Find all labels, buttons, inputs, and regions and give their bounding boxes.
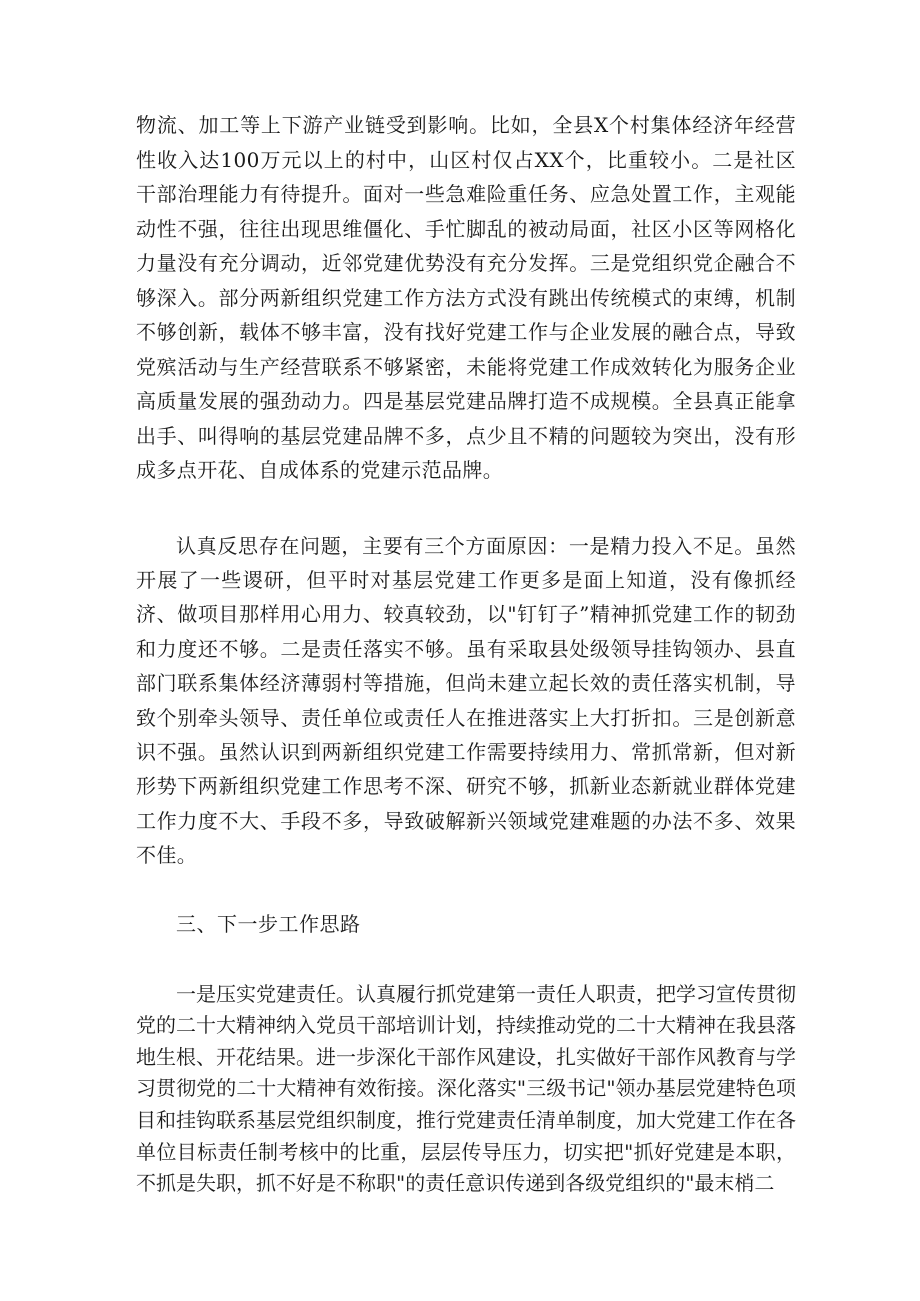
paragraph-problems-continued: 物流、加工等上下游产业链受到影响。比如，全县X个村集体经济年经营性收入达100万元以上的村中，山区村仅占XX个，比重较小。二是社区干部治理能力有待提升。面对一些急难险重任务、应急处置工作，主观能动性不强，往往出现思维僵化、手忙脚乱的被动局面，社区小区等网格化力量没有充分调动，近邻党建优势没有充分发挥。三是党组织党企融合不够深入。部分两新组织党建工作方法方式没有跳出传统模式的束缚，机制不够创新，载体不够丰富，没有找好党建工作与企业发展的融合点，导致党殡活动与生产经营联系不够紧密，未能将党建工作成效转化为服务企业高质量发展的强劲动力。四是基层党建品牌打造不成规模。全县真正能拿出手、叫得响的基层党建品牌不多，点少且不精的问题较为突出，没有形成多点开花、自成体系的党建示范品牌。 (136, 113, 796, 482)
paragraph-cause-analysis: 认真反思存在问题，主要有三个方面原因：一是精力投入不足。虽然开展了一些谡研，但平时对基层党建工作更多是面上知道，没有像抓经济、做项目那样用心用力、较真较劲，以"钉钉子”精神抓党建工作的韧劲和力度还不够。二是责任落实不够。虽有采取县处级领导挂钩领办、县直部门联系集体经济薄弱村等措施，但尚未建立起长效的责任落实机制，导致个别牵头领导、责任单位或责任人在推进落实上大打折扣。三是创新意识不强。虽然认识到两新组织党建工作需要持续用力、常抓常新，但对新形势下两新组织党建工作思考不深、研究不够，抓新业态新就业群体党建工作力度不大、手段不多，导致破解新兴领域党建难题的办法不多、效果不佳。 (136, 533, 796, 868)
section-heading-next-steps: 三、下一步工作思路 (176, 911, 361, 936)
paragraph-party-responsibility: 一是压实党建责任。认真履行抓党建第一责任人职责，把学习宣传贯彻党的二十大精神纳入党员干部培训计划，持续推动党的二十大精神在我县落地生根、开花结果。进一步深化干部作风建设，扎实做好干部作风教育与学习贯彻党的二十大精神有效衔接。深化落实"三级书记"领办基层党建特色项目和挂钩联系基层党组织制度，推行党建责任清单制度，加大党建工作在各单位目标责任制考核中的比重，层层传导压力，切实把"抓好党建是本职，不抓是失职，抓不好是不称职"的责任意识传递到各级党组织的"最末梢二 (136, 981, 796, 1196)
document-body (136, 108, 796, 1200)
